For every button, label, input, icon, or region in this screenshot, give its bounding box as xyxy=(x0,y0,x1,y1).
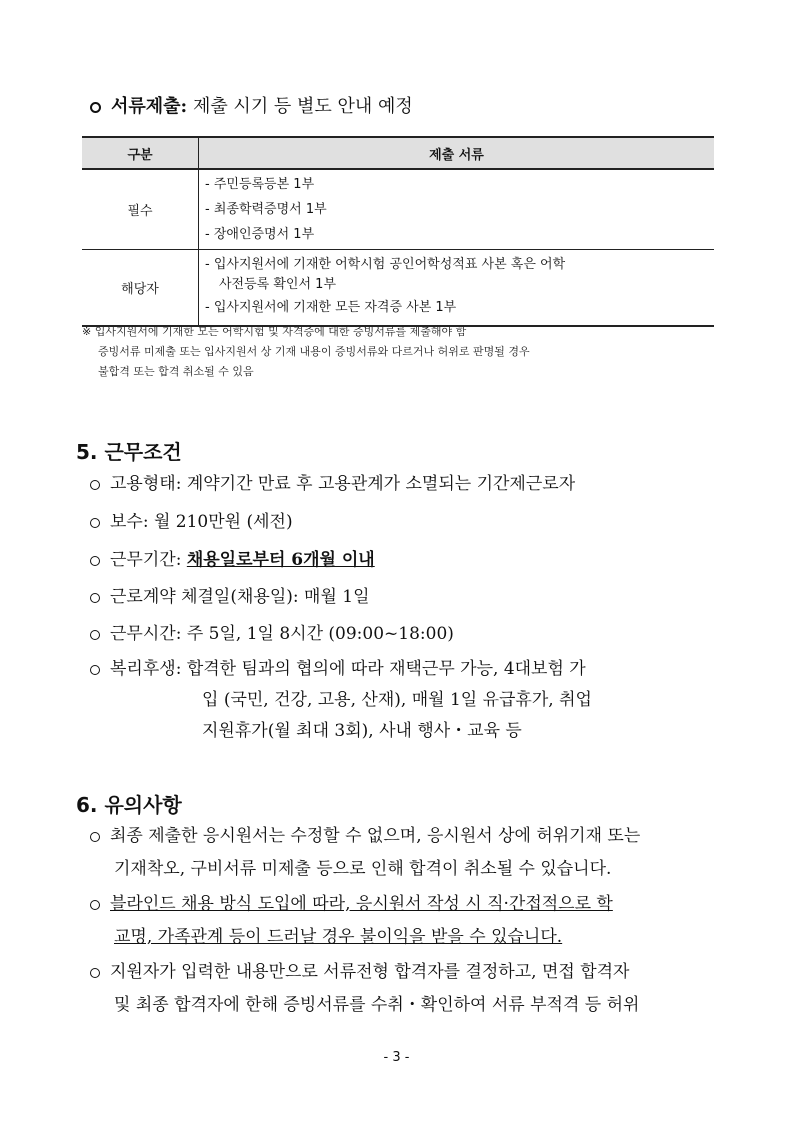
list-item xyxy=(90,505,730,539)
table-row xyxy=(82,169,714,250)
contract-date: 근로계약 체결일(채용일): 매월 1일 xyxy=(110,587,370,607)
bullet-circle-icon xyxy=(90,832,100,842)
employment-type: 고용형태: 계약기간 만료 후 고용관계가 소멸되는 기간제근로자 xyxy=(110,474,576,494)
table-cell-label: 해당자 xyxy=(82,250,199,326)
notice-line: 기재착오, 구비서류 미제출 등으로 인해 합격이 취소될 수 있습니다. xyxy=(114,859,612,879)
table-cell-label: 필수 xyxy=(82,169,199,250)
work-period-label: 근무기간: xyxy=(110,550,187,570)
table-cell-docs xyxy=(199,250,715,326)
list-item xyxy=(90,580,730,614)
docs-heading xyxy=(90,92,413,118)
welfare-line: 지원휴가(월 최대 3회), 사내 행사・교육 등 xyxy=(202,721,522,741)
welfare-line: 복리후생: 합격한 팀과의 협의에 따라 재택근무 가능, 4대보험 가 xyxy=(110,659,586,679)
docs-heading-text: 제출 시기 등 별도 안내 예정 xyxy=(192,96,413,117)
documents-table xyxy=(82,136,714,327)
notice-line: 및 최종 합격자에 한해 증빙서류를 수취・확인하여 서류 부적격 등 허위 xyxy=(114,995,640,1015)
table-row xyxy=(82,250,714,326)
doc-line: 사전등록 확인서 1부 xyxy=(219,276,336,292)
table-header-documents: 제출 서류 xyxy=(199,137,715,169)
notice-line: 교명, 가족관계 등이 드러날 경우 불이익을 받을 수 있습니다. xyxy=(114,927,563,947)
bullet-circle-icon xyxy=(90,556,100,566)
doc-line: - 주민등록등본 1부 xyxy=(205,177,315,192)
docs-heading-lead: 서류제출: xyxy=(111,96,188,117)
welfare-line: 입 (국민, 건강, 고용, 산재), 매월 1일 유급휴가, 취업 xyxy=(202,690,592,710)
list-item xyxy=(90,543,730,577)
bullet-circle-icon xyxy=(90,665,100,675)
bullet-circle-icon xyxy=(90,518,100,528)
notice-line: 지원자가 입력한 내용만으로 서류전형 합격자를 결정하고, 면접 합격자 xyxy=(110,962,630,982)
note-line: ※ 입사지원서에 기재한 모든 어학시험 및 자격증에 대한 증빙서류를 제출해야 함 xyxy=(82,325,467,338)
table-cell-docs xyxy=(199,169,715,250)
section-title-notices: 6. 유의사항 xyxy=(76,793,182,817)
notice-line: 블라인드 채용 방식 도입에 따라, 응시원서 작성 시 직·간접적으로 학 xyxy=(110,894,613,914)
notice-item xyxy=(90,820,730,886)
notice-item xyxy=(90,888,730,954)
table-header-category: 구분 xyxy=(82,137,199,169)
submission-note xyxy=(82,322,722,382)
doc-line: - 장애인증명서 1부 xyxy=(205,227,315,242)
section-title-working-conditions: 5. 근무조건 xyxy=(76,440,182,464)
bullet-circle-icon xyxy=(90,968,100,978)
notice-item xyxy=(90,956,730,1022)
bullet-circle-icon xyxy=(90,102,101,113)
bullet-circle-icon xyxy=(90,593,100,603)
welfare-item xyxy=(90,654,592,747)
note-line: 불합격 또는 합격 취소될 수 있음 xyxy=(98,365,254,378)
table-header-row xyxy=(82,137,714,169)
bullet-circle-icon xyxy=(90,630,100,640)
page-number: - 3 - xyxy=(383,1050,410,1065)
note-line: 증빙서류 미제출 또는 입사지원서 상 기재 내용이 증빙서류와 다르거나 허위로 판명될 경우 xyxy=(98,345,530,358)
notice-line: 최종 제출한 응시원서는 수정할 수 없으며, 응시원서 상에 허위기재 또는 xyxy=(110,826,641,846)
working-hours: 근무시간: 주 5일, 1일 8시간 (09:00~18:00) xyxy=(110,624,454,644)
work-period-value: 채용일로부터 6개월 이내 xyxy=(186,550,375,570)
list-item xyxy=(90,467,730,501)
doc-line: - 입사지원서에 기재한 모든 자격증 사본 1부 xyxy=(205,299,457,315)
bullet-circle-icon xyxy=(90,900,100,910)
salary: 보수: 월 210만원 (세전) xyxy=(110,512,293,532)
doc-line: - 입사지원서에 기재한 어학시험 공인어학성적표 사본 혹은 어학 xyxy=(205,256,566,272)
list-item xyxy=(90,617,730,651)
bullet-circle-icon xyxy=(90,480,100,490)
doc-line: - 최종학력증명서 1부 xyxy=(205,202,327,217)
